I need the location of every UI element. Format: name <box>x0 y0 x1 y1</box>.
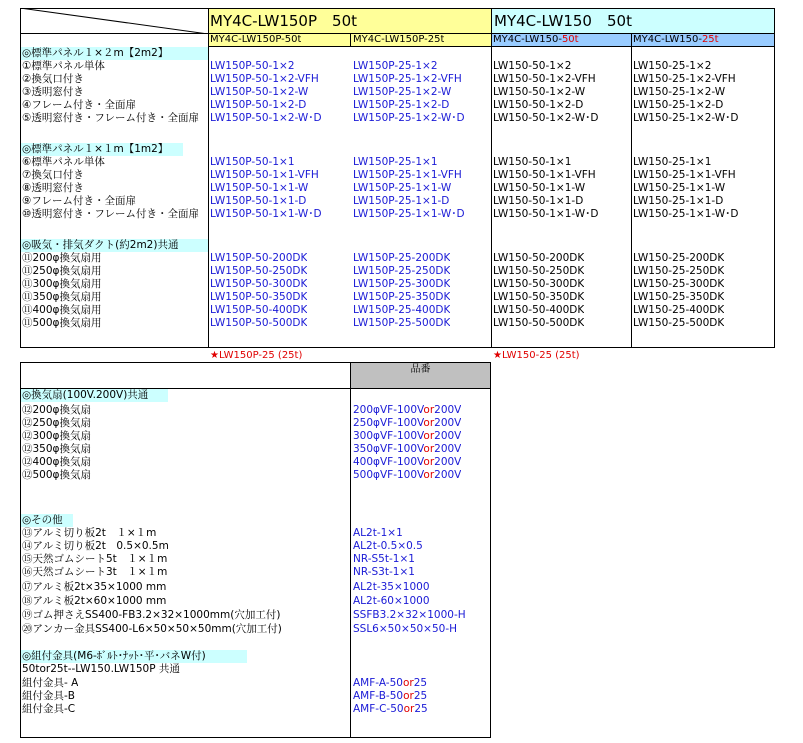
fan-code-b: 200V <box>434 417 462 429</box>
subheader-p50: MY4C-LW150P-50t <box>210 34 302 45</box>
code-n25: LW150-25-1×2-W･D <box>633 112 739 124</box>
other-code: SSL6×50×50×50-H <box>353 623 458 635</box>
row-label: ⑪250φ換気扇用 <box>22 265 102 277</box>
row-label: ⑧透明窓付き <box>22 182 84 194</box>
code-p50: LW150P-50-300DK <box>210 278 308 290</box>
fan-code-a: 400φVF-100V <box>353 456 424 468</box>
code-p50: LW150P-50-1×2-VFH <box>210 73 319 85</box>
fan-code-a: 500φVF-100V <box>353 469 424 481</box>
code-p50: LW150P-50-1×1-W･D <box>210 208 322 220</box>
code-p50: LW150P-50-250DK <box>210 265 308 277</box>
header-lw150-title: MY4C-LW150 50t <box>494 12 632 30</box>
fitting-label: 組付金具-C <box>22 703 76 715</box>
code-p25: LW150P-25-1×2-VFH <box>353 73 462 85</box>
other-code: SSFB3.2×32×1000-H <box>353 609 466 621</box>
code-p50: LW150P-50-400DK <box>210 304 308 316</box>
code-p50: LW150P-50-1×2 <box>210 60 295 72</box>
code-n25: LW150-25-1×2-W <box>633 86 726 98</box>
code-p25: LW150P-25-300DK <box>353 278 451 290</box>
fan-code <box>353 404 461 417</box>
code-p50: LW150P-50-1×2-W･D <box>210 112 322 124</box>
code-n50: LW150-50-1×2 <box>493 60 572 72</box>
row-label: ⑤透明窓付き・フレーム付き・全面扉 <box>22 112 199 124</box>
code-p50: LW150P-50-1×2-W <box>210 86 309 98</box>
fan-code <box>353 443 461 456</box>
fitting-code-b: 25 <box>413 677 428 689</box>
other-label: ⑳アンカー金具SS400-L6×50×50×50mm(穴加工付) <box>22 623 282 635</box>
code-n25: LW150-25-1×1-VFH <box>633 169 736 181</box>
fan-code <box>353 417 461 430</box>
subheader-n50-suffix: 50t <box>561 34 579 45</box>
other-label: ⑰アルミ板2t×35×1000 mm <box>22 581 167 593</box>
code-p50: LW150P-50-350DK <box>210 291 308 303</box>
subheader-n25-prefix: MY4C-LW150- <box>633 34 702 45</box>
row-label: ⑪200φ換気扇用 <box>22 252 102 264</box>
vline-mid <box>491 8 492 348</box>
code-p25: LW150P-25-1×1-D <box>353 195 450 207</box>
row-label: ①標準パネル単体 <box>22 60 105 72</box>
fan-code-or: or <box>423 430 435 442</box>
other-label: ⑬アルミ切り板2t １×１m <box>22 527 157 539</box>
vline-p <box>350 34 351 47</box>
subheader-n50 <box>493 34 579 46</box>
code-n50: LW150-50-1×2-W･D <box>493 112 599 124</box>
other-code: AL2t-0.5×0.5 <box>353 540 423 552</box>
other-code: NR-S3t-1×1 <box>353 566 415 578</box>
row-label: ④フレーム付き・全面扉 <box>22 99 136 111</box>
fitting-code <box>353 690 427 703</box>
fan-code-a: 250φVF-100V <box>353 417 424 429</box>
code-p25: LW150P-25-350DK <box>353 291 451 303</box>
code-n25: LW150-25-350DK <box>633 291 725 303</box>
fitting-label: 組付金具- A <box>22 677 79 689</box>
fan-code <box>353 469 461 482</box>
code-n50: LW150-50-1×1-VFH <box>493 169 596 181</box>
code-p25: LW150P-25-1×1-W <box>353 182 452 194</box>
subheader-n25-suffix: 25t <box>701 34 719 45</box>
fan-code-or: or <box>423 417 435 429</box>
code-p50: LW150P-50-1×1-VFH <box>210 169 319 181</box>
row-label: ⑦換気口付き <box>22 169 84 181</box>
fan-code-a: 200φVF-100V <box>353 404 424 416</box>
code-n25: LW150-25-1×2-D <box>633 99 724 111</box>
row-label: ⑪400φ換気扇用 <box>22 304 102 316</box>
code-n50: LW150-50-1×1-W･D <box>493 208 599 220</box>
fan-code-b: 200V <box>434 469 462 481</box>
other-code: AL2t-60×1000 <box>353 595 430 607</box>
code-n50: LW150-50-500DK <box>493 317 585 329</box>
code-n50: LW150-50-1×2-D <box>493 99 584 111</box>
vline-n <box>631 34 632 348</box>
other-label: ⑭アルミ切り板2t 0.5×0.5m <box>22 540 169 552</box>
header-bottom-line <box>20 33 775 34</box>
fan-code-b: 200V <box>434 456 462 468</box>
fitting-label: 組付金具-B <box>22 690 75 702</box>
fitting-code-or: or <box>403 703 415 715</box>
code-n25: LW150-25-500DK <box>633 317 725 329</box>
code-n50: LW150-50-1×2-VFH <box>493 73 596 85</box>
code-n25: LW150-25-1×2 <box>633 60 712 72</box>
fan-code-b: 200V <box>434 404 462 416</box>
bottom-header-label: 品番 <box>410 364 431 375</box>
row-label: ⑨フレーム付き・全面扉 <box>22 195 136 207</box>
fan-label: ⑫300φ換気扇 <box>22 430 91 442</box>
fitting-code-or: or <box>402 677 414 689</box>
header-lw150p-title: MY4C-LW150P 50t <box>210 12 357 30</box>
code-p25: LW150P-25-1×2-D <box>353 99 450 111</box>
code-p50: LW150P-50-200DK <box>210 252 308 264</box>
fan-label: ⑫200φ換気扇 <box>22 404 91 416</box>
row-label: ⑪500φ換気扇用 <box>22 317 102 329</box>
code-p25: LW150P-25-1×2 <box>353 60 438 72</box>
other-label: ⑮天然ゴムシート5t １×１m <box>22 553 168 565</box>
bottom-vline <box>350 362 351 738</box>
fitting-code-b: 25 <box>414 703 428 715</box>
code-p25: LW150P-25-500DK <box>353 317 451 329</box>
other-label: ⑲ゴム押さえSS400-FB3.2×32×1000mm(穴加工付) <box>22 609 281 621</box>
code-n50: LW150-50-400DK <box>493 304 585 316</box>
row-label: ②換気口付き <box>22 73 84 85</box>
note-lw150-25: ★LW150-25 (25t) <box>493 350 580 361</box>
other-label: ⑱アルミ板2t×60×1000 mm <box>22 595 167 607</box>
row-label: ③透明窓付き <box>22 86 84 98</box>
code-p50: LW150P-50-1×1 <box>210 156 295 168</box>
other-code: NR-S5t-1×1 <box>353 553 415 565</box>
fan-label: ⑫250φ換気扇 <box>22 417 91 429</box>
code-p25: LW150P-25-1×1 <box>353 156 438 168</box>
row-label: ⑥標準パネル単体 <box>22 156 105 168</box>
fan-code-or: or <box>423 469 435 481</box>
note-lw150p-25: ★LW150P-25 (25t) <box>210 350 303 361</box>
code-p25: LW150P-25-1×1-VFH <box>353 169 462 181</box>
fan-code-or: or <box>423 443 435 455</box>
fan-code <box>353 430 461 443</box>
code-p50: LW150P-50-1×1-D <box>210 195 307 207</box>
code-n50: LW150-50-250DK <box>493 265 585 277</box>
other-label: ⑯天然ゴムシート3t １×１m <box>22 566 168 578</box>
fan-code-b: 200V <box>434 430 462 442</box>
fitting-code <box>353 677 427 690</box>
code-n50: LW150-50-1×1 <box>493 156 572 168</box>
code-p25: LW150P-25-250DK <box>353 265 451 277</box>
code-n50: LW150-50-350DK <box>493 291 585 303</box>
other-code: AL2t-35×1000 <box>353 581 430 593</box>
code-n25: LW150-25-1×1-D <box>633 195 724 207</box>
code-p50: LW150P-50-1×2-D <box>210 99 307 111</box>
code-n25: LW150-25-1×2-VFH <box>633 73 736 85</box>
row-label: ⑪300φ換気扇用 <box>22 278 102 290</box>
subheader-n50-prefix: MY4C-LW150- <box>493 34 562 45</box>
vline-label <box>208 8 209 348</box>
fan-code <box>353 456 461 469</box>
code-p25: LW150P-25-400DK <box>353 304 451 316</box>
fitting-code-a: AMF-A-50 <box>353 677 403 689</box>
fitting-note: 50tor25t--LW150.LW150P 共通 <box>22 663 180 675</box>
subheader-n25 <box>633 34 719 46</box>
code-n50: LW150-50-1×2-W <box>493 86 586 98</box>
fan-title: ◎換気扇(100V.200V)共通 <box>22 389 149 401</box>
fitting-title: ◎組付金具(M6-ﾎﾞﾙﾄ･ﾅｯﾄ･平･バネW付) <box>22 650 206 662</box>
code-n25: LW150-25-1×1-W <box>633 182 726 194</box>
code-n50: LW150-50-1×1-D <box>493 195 584 207</box>
subheader-p25: MY4C-LW150P-25t <box>353 34 445 45</box>
section-title: ◎標準パネル１×２m【2m2】 <box>22 47 169 59</box>
code-p50: LW150P-50-500DK <box>210 317 308 329</box>
fan-code-a: 300φVF-100V <box>353 430 424 442</box>
fan-label: ⑫500φ換気扇 <box>22 469 91 481</box>
code-n25: LW150-25-250DK <box>633 265 725 277</box>
fan-code-or: or <box>423 456 435 468</box>
row-label: ⑩透明窓付き・フレーム付き・全面扉 <box>22 208 199 220</box>
fan-code-or: or <box>423 404 435 416</box>
code-p50: LW150P-50-1×1-W <box>210 182 309 194</box>
code-p25: LW150P-25-1×2-W･D <box>353 112 465 124</box>
code-n50: LW150-50-200DK <box>493 252 585 264</box>
fan-code-b: 200V <box>434 443 462 455</box>
code-n25: LW150-25-400DK <box>633 304 725 316</box>
code-p25: LW150P-25-1×1-W･D <box>353 208 465 220</box>
code-n50: LW150-50-300DK <box>493 278 585 290</box>
fitting-code-a: AMF-C-50 <box>353 703 404 715</box>
code-p25: LW150P-25-1×2-W <box>353 86 452 98</box>
corner-diagonal <box>20 8 208 34</box>
fitting-code-a: AMF-B-50 <box>353 690 404 702</box>
fitting-code-or: or <box>403 690 414 702</box>
code-n25: LW150-25-200DK <box>633 252 725 264</box>
fan-code-a: 350φVF-100V <box>353 443 424 455</box>
code-p25: LW150P-25-200DK <box>353 252 451 264</box>
code-n25: LW150-25-1×1-W･D <box>633 208 739 220</box>
fitting-code <box>353 703 428 716</box>
fan-label: ⑫350φ換気扇 <box>22 443 91 455</box>
fitting-code-b: 25 <box>413 690 428 702</box>
code-n25: LW150-25-300DK <box>633 278 725 290</box>
section-title: ◎吸気・排気ダクト(約2m2)共通 <box>22 239 179 251</box>
code-n50: LW150-50-1×1-W <box>493 182 586 194</box>
other-title: ◎その他 <box>22 514 63 526</box>
row-label: ⑪350φ換気扇用 <box>22 291 102 303</box>
section-title: ◎標準パネル１×１m【1m2】 <box>22 143 169 155</box>
code-n25: LW150-25-1×1 <box>633 156 712 168</box>
other-code: AL2t-1×1 <box>353 527 403 539</box>
fan-label: ⑫400φ換気扇 <box>22 456 91 468</box>
